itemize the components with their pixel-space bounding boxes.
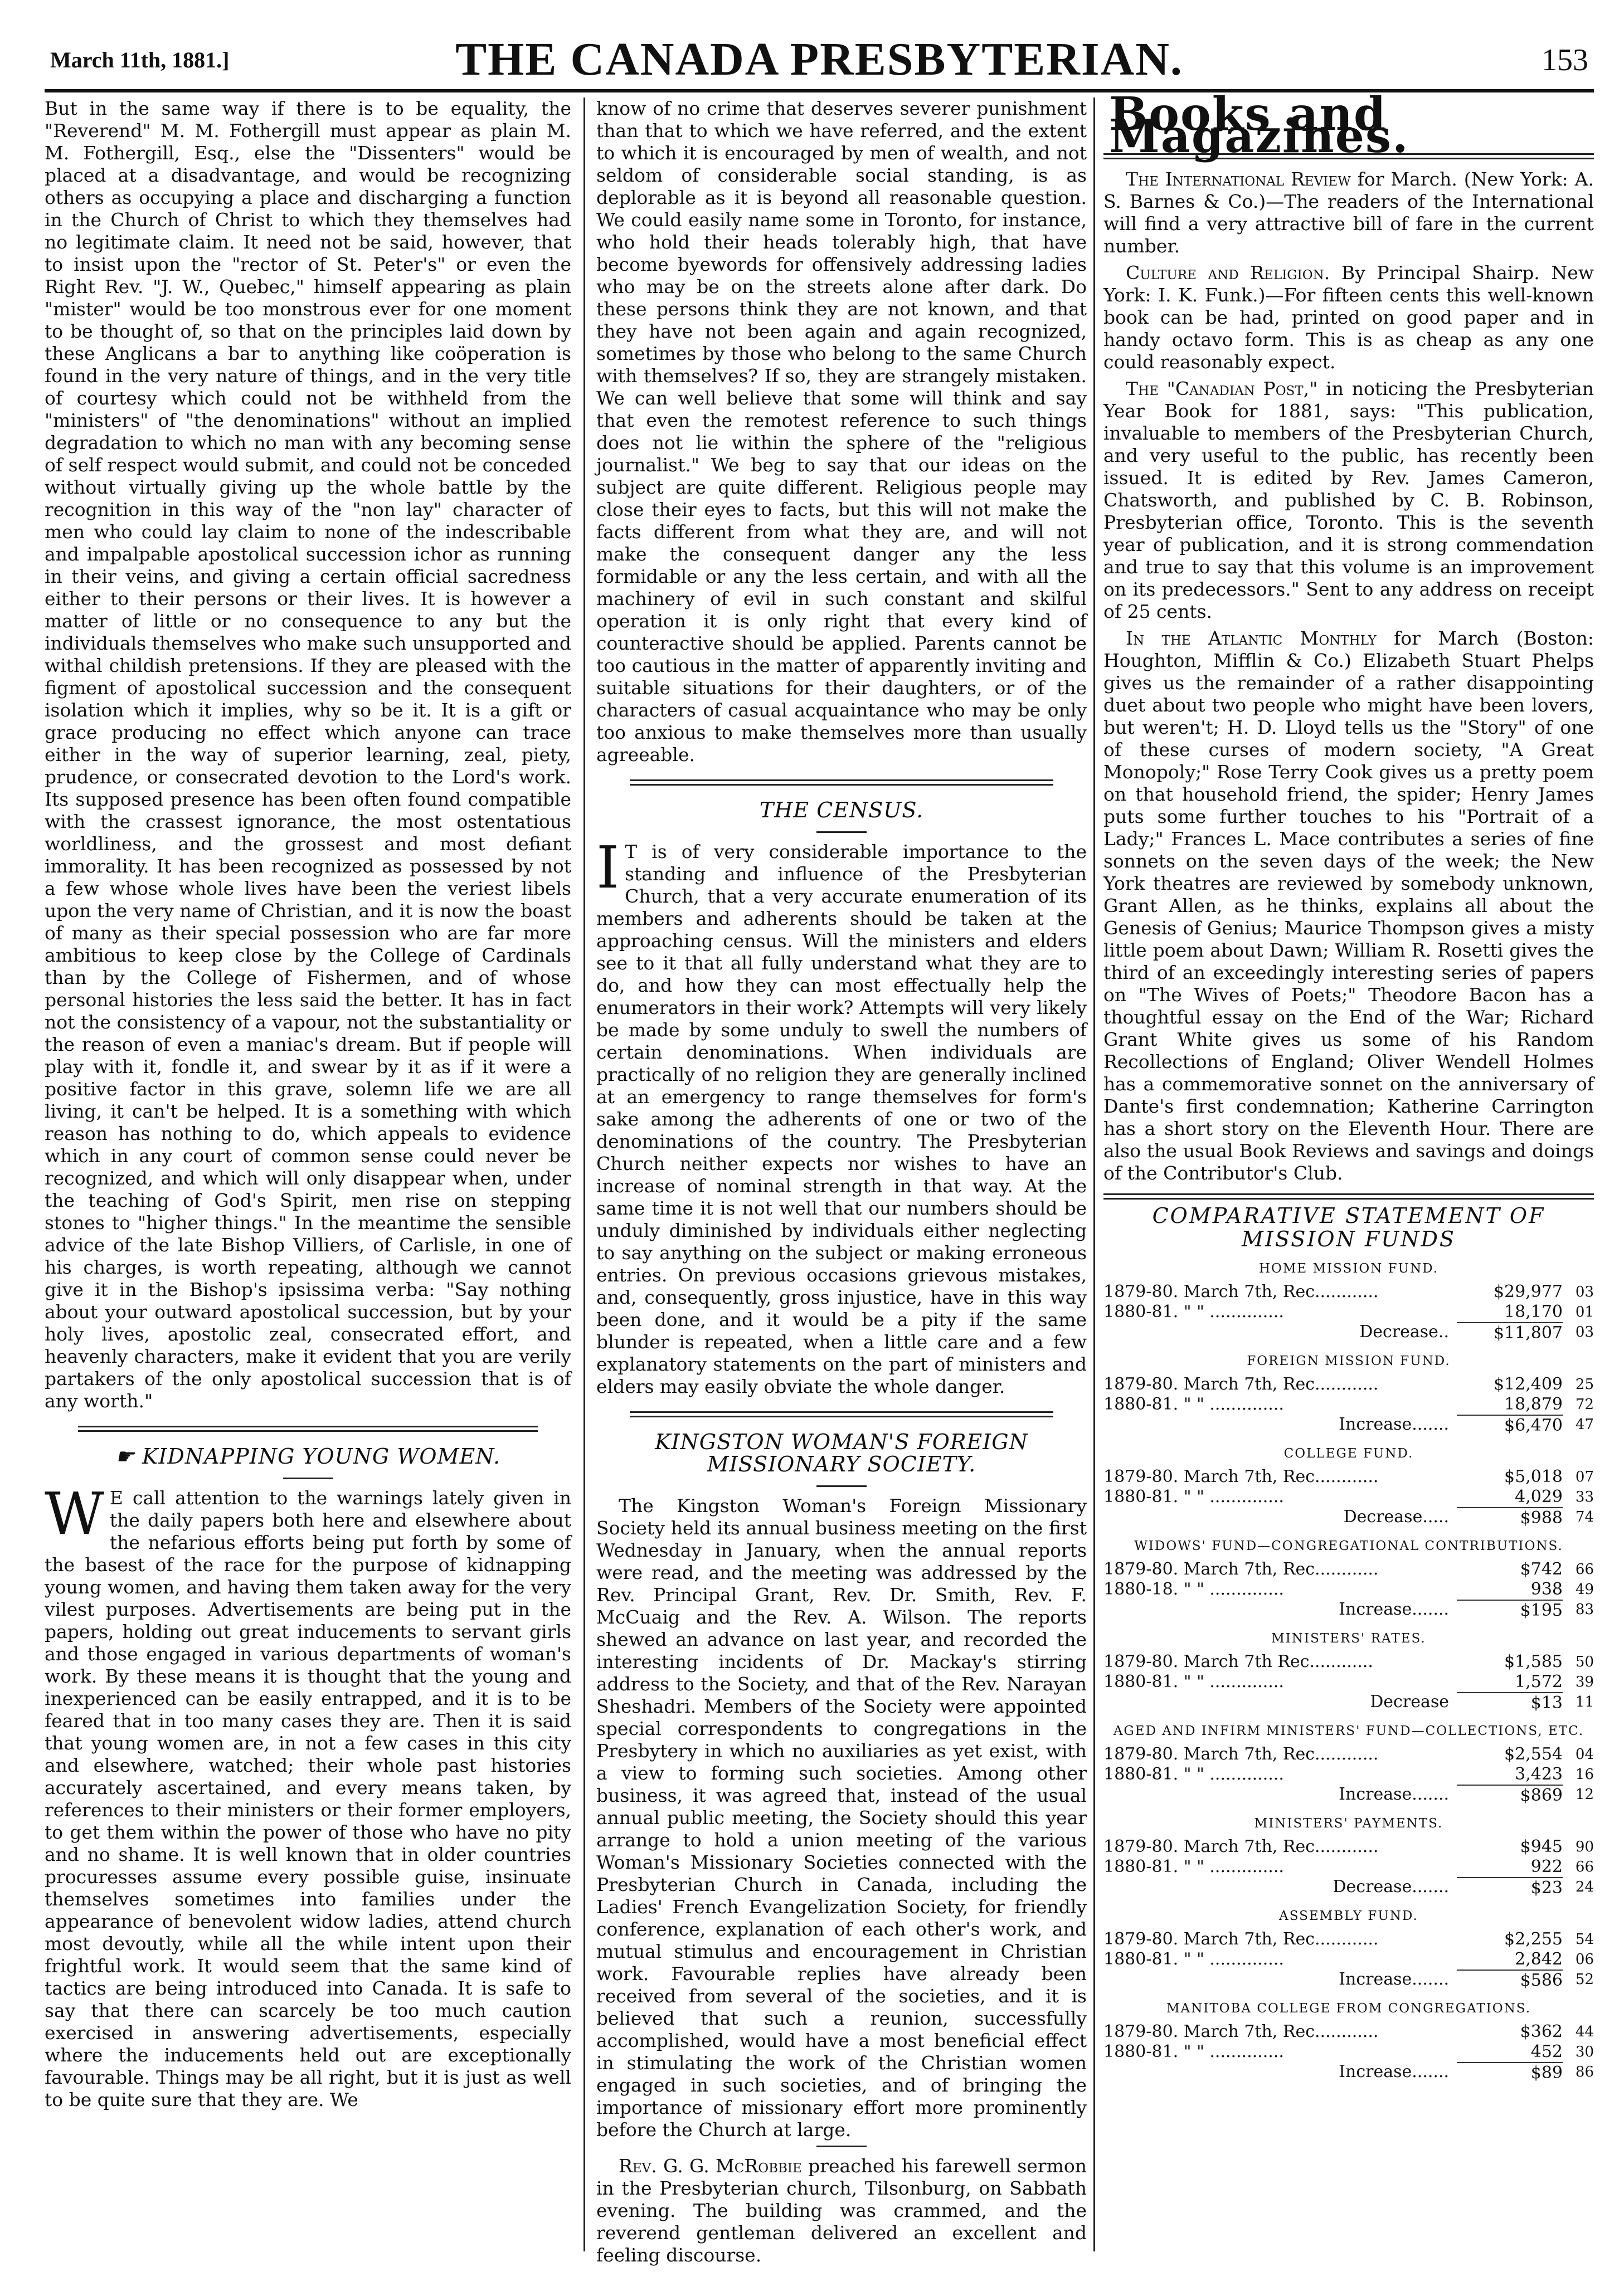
fund-total-row (1103, 1970, 1594, 1991)
page-number: 153 (1542, 43, 1588, 77)
row-amount: $89 (1457, 2062, 1563, 2083)
column-divider (584, 98, 585, 2251)
fund-row (1103, 1672, 1594, 1692)
review-paragraph (1103, 262, 1594, 373)
issue-date: March 11th, 1881.] (50, 47, 230, 72)
fund-row (1103, 1487, 1594, 1507)
fund-row (1103, 1374, 1594, 1395)
fund-row (1103, 1929, 1594, 1949)
review-lead: The "Canadian Post," (1126, 378, 1318, 399)
heading-rule (816, 831, 867, 833)
row-label: 1879-80. March 7th, Rec............ (1103, 1744, 1379, 1764)
row-cents: 49 (1575, 1581, 1594, 1598)
article-continuation: know of no crime that deserves severer punishment than that to which we have referred, and the extent to which it is encouraged by men of wealth, and not seldom of considerable social standing, is as deplorable as it is beyond all reasonable question. We could easily name some in Toronto, for instance, who hold their heads tolerably high, that have become byewords for offensively addressing ladies who may be on the streets alone after dark. Do these persons think they are not known, and that they have not been again and again recognized, sometimes by those who belong to the same Church with themselves? If so, they are strangely mistaken. We can well believe that some will think and say that even the remotest reference to such things does not lie within the sphere of the "religious journalist." We beg to say that our ideas on the subject are quite different. Religious people may close their eyes to facts, but this will not make the facts different from what they are, and will not make the consequent danger any the less formidable or any the less certain, and with all the machinery of evil in such constant and skilful operation it is only right that every kind of counteractive should be applied. Parents cannot be too cautious in the matter of apparently inviting and suitable situations for their daughters, or of the characters of casual acquaintance who may be only too anxious to make themselves more than usually agreeable. (596, 98, 1087, 766)
row-amount: 938 (1530, 1580, 1563, 1599)
fund-name: COLLEGE FUND. (1283, 1446, 1414, 1461)
row-amount: $988 (1457, 1507, 1563, 1528)
column-2 (596, 98, 1087, 2266)
section-divider (1103, 1193, 1594, 1200)
row-label: 1880-81. " " .............. (1103, 1487, 1284, 1507)
fund-row (1103, 1580, 1594, 1600)
heading-rule (283, 1478, 333, 1479)
fund-row (1103, 1764, 1594, 1785)
review-text: for March. (New York: A. S. Barnes & Co.)—The readers of the International will find a very attractive bill of fare in the current number. (1103, 168, 1594, 257)
fund-total-row (1103, 1877, 1594, 1898)
row-cents: 44 (1575, 2024, 1594, 2040)
heading-rule (816, 2146, 867, 2147)
row-label: 1880-18. " " .............. (1103, 1580, 1284, 1599)
row-amount: $2,554 (1504, 1744, 1563, 1764)
row-label: 1879-80. March 7th Rec............ (1103, 1652, 1373, 1671)
row-amount: $11,807 (1457, 1322, 1563, 1343)
row-cents: 25 (1575, 1376, 1594, 1393)
fund-row (1103, 1949, 1594, 1970)
row-label: 1880-81. " " .............. (1103, 1949, 1284, 1969)
row-label: Increase....... (1339, 2062, 1449, 2081)
row-amount: $5,018 (1504, 1467, 1563, 1486)
pointing-hand-icon: ☛ (115, 1444, 143, 1469)
fund-total-row (1103, 1785, 1594, 1806)
article-heading-census: THE CENSUS. (759, 798, 924, 822)
fund-name: MINISTERS' RATES. (1271, 1631, 1426, 1646)
row-cents: 54 (1575, 1931, 1594, 1948)
row-label: Increase....... (1339, 1785, 1449, 1804)
row-label: 1879-80. March 7th, Rec............ (1103, 1559, 1379, 1579)
fund-row (1103, 1395, 1594, 1415)
article-mcrobbie: Rev. G. G. McRobbie preached his farewell sermon in the Presbyterian church, Tilsonburg, on Sabbath evening. The building was crammed, and the reverend gentleman delivered an excellent and feeling discourse. (596, 2155, 1087, 2266)
fund-total-row (1103, 1415, 1594, 1436)
row-label: 1879-80. March 7th, Rec............ (1103, 1282, 1379, 1301)
fund-statement-table (1103, 1257, 1594, 2083)
fund-row (1103, 1652, 1594, 1672)
fund-name: AGED AND INFIRM MINISTERS' FUND—COLLECTIONS, ETC. (1113, 1724, 1584, 1738)
row-amount: $742 (1520, 1559, 1563, 1579)
row-amount: $29,977 (1493, 1282, 1563, 1301)
article-kidnapping-body: W E call attention to the warnings lately given in the daily papers both here and elsewhere about the nefarious efforts being put forth by some of the basest of the race for the purpose of kidnapping young women, and having them taken away for the very vilest purposes. Advertisements are being put in the papers, holding out great inducements to servant girls and those engaged in various departments of woman's work. By these means it is thought that the young and inexperienced can be easily entrapped, and it is to be feared that in too many cases they are. Then it is said that young women are, in not a few cases in this city and elsewhere, watched; their whole past histories accurately ascertained, and every means taken, by references to their ministers or their former employers, to get them within the power of those who have no pity and no shame. It is well known that in older countries procuresses assume every possible guise, insinuate themselves sometimes into families under the appearance of benevolent widow ladies, attend church most devoutly, while all the while intent upon their frightful work. It would seem that the same kind of tactics are being introduced into Canada. It is safe to say that there can scarcely be too much caution exercised in answering advertisements, especially where the inducements held out are exceptionally favourable. Things may be all right, but it is just as well to be quite sure that they are. We (45, 1480, 571, 2110)
row-label: Increase....... (1339, 1600, 1449, 1619)
fund-total-row (1103, 1322, 1594, 1343)
review-paragraph (1103, 627, 1594, 1184)
row-cents: 52 (1575, 1971, 1594, 1988)
row-cents: 04 (1575, 1746, 1594, 1763)
fund-row (1103, 1282, 1594, 1302)
row-amount: $6,470 (1457, 1415, 1563, 1436)
row-amount: $195 (1457, 1600, 1563, 1621)
review-lead: In the Atlantic Monthly (1126, 627, 1377, 649)
fund-total-row (1103, 1600, 1594, 1621)
row-cents: 03 (1575, 1284, 1594, 1300)
row-label: 1879-80. March 7th, Rec............ (1103, 1929, 1379, 1949)
row-cents: 07 (1575, 1469, 1594, 1485)
fund-row (1103, 2022, 1594, 2042)
fund-name: ASSEMBLY FUND. (1279, 1909, 1418, 1923)
row-cents: 30 (1575, 2044, 1594, 2060)
row-label: Increase....... (1339, 1970, 1449, 1989)
column-1 (45, 98, 571, 2251)
row-amount: 922 (1530, 1857, 1563, 1876)
row-label: Decrease....... (1333, 1877, 1449, 1897)
fund-name: HOME MISSION FUND. (1258, 1261, 1439, 1276)
row-amount: 18,170 (1504, 1302, 1563, 1322)
review-text: in noticing the Presbyterian Year Book for 1881, says: "This publication, invaluable to members of the Presbyterian Church, and very useful to the public, has recently been issued. It is edited by Rev. James Cameron, Chatsworth, and published by C. B. Robinson, Presbyterian office, Toronto. This is the seventh year of publication, and it is strong commendation and true to say that this volume is an improvement on its predecessors." Sent to any address on receipt of 25 cents. (1103, 378, 1594, 622)
row-label: 1879-80. March 7th, Rec............ (1103, 1837, 1379, 1856)
row-amount: $1,585 (1504, 1652, 1563, 1671)
row-label: 1880-81. " " .............. (1103, 1857, 1284, 1876)
drop-cap: I (596, 833, 620, 901)
section-divider (78, 1426, 538, 1432)
row-cents: 11 (1575, 1694, 1594, 1710)
row-label: 1880-81. " " .............. (1103, 2042, 1284, 2061)
review-text: for March (Boston: Houghton, Mifflin & Co.) Elizabeth Stuart Phelps gives us the remainder of a rather disappointing duet about two people who might have been lovers, but weren't; H. D. Lloyd tells us the "Story" of one of these curses of modern society, "A Great Monopoly;" Rose Terry Cook gives us a pretty poem on that household friend, the spider; Henry James puts some further touches to his "Portrait of a Lady;" Frances L. Mace contributes a series of fine sonnets on the seven days of the week; the New York theatres are reviewed by somebody unknown, Grant Allen, as he thinks, explains all about the Genesis of Genius; Maurice Thompson gives a misty little poem about Dawn; William R. Rosetti gives the third of an exceedingly interesting series of papers on "The Wives of Poets;" Theodore Bacon has a thoughtful essay on the End of the War; Richard Grant White gives us some of his Random Recollections of England; Oliver Wendell Holmes has a commemorative sonnet on the anniversary of Dante's first condemnation; Katherine Carrington has a short story on the Eleventh Hour. There are also the usual Book Reviews and savings and doings of the Contributor's Club. (1103, 627, 1594, 1184)
fund-name: WIDOWS' FUND—CONGREGATIONAL CONTRIBUTIONS. (1134, 1539, 1563, 1553)
article-heading-kidnapping: ☛ KIDNAPPING YOUNG WOMEN. (115, 1444, 501, 1469)
page-header (45, 22, 1594, 92)
row-amount: $13 (1457, 1692, 1563, 1713)
row-cents: 16 (1575, 1766, 1594, 1783)
row-cents: 01 (1575, 1304, 1594, 1320)
column-3 (1103, 87, 1594, 2251)
section-title-books: Books and Magazines. (1109, 87, 1409, 163)
heading-rule (816, 1485, 867, 1487)
fund-total-row (1103, 1692, 1594, 1713)
row-cents: 66 (1575, 1859, 1594, 1875)
row-amount: $945 (1520, 1837, 1563, 1856)
row-cents: 72 (1575, 1396, 1594, 1413)
article-paragraph: But in the same way if there is to be equality, the "Reverend" M. M. Fothergill must appear as plain M. M. Fothergill, Esq., else the "Dissenters" would be placed at a disadvantage, and would be recognizing others as occupying a place and discharging a function in the Church of Christ to which they themselves had no legitimate claim. It need not be said, however, that to insist upon the "rector of St. Peter's" or even the Right Rev. "J. W., Quebec," himself appearing as plain "mister" would be too monstrous ever for one moment to be thought of, so that on the principles laid down by these Anglicans a bar to anything like coöperation is found in the very nature of things, and in the very title of courtesy which could not be withheld from the "ministers" of "the denominations" without an implied degradation to which no man with any becoming sense of self respect would submit, and could not be conceded without virtually giving up the whole battle by the recognition in this way of the "non lay" character of men who could lay claim to none of the indescribable and impalpable apostolical succession ichor as running in their veins, and giving a certain official sacredness either to their persons or their lives. It is however a matter of little or no consequence to any but the individuals themselves who make such unsupported and withal childish pretensions. If they are pleased with the figment of apostolical succession and the consequent isolation which it implies, why so be it. It is a gift or grace producing no effect which anyone can trace either in the way of superior learning, zeal, piety, prudence, or consecrated devotion to the Lord's work. Its supposed presence has been often found compatible with the crassest ignorance, the most ostentatious worldliness, and the grossest and most defiant immorality. It has been recognized as possessed by not a few whose whole lives have been the veriest libels upon the very name of Christian, and it is now the boast of many as their special possession who are far more ambitious to keep close by the College of Cardinals than by the College of Fishermen, and of whose personal histories the less said the better. It has in fact not the consistency of a vapour, not the substantiality or the reason of even a maniac's dream. But if people will play with it, fondle it, and swear by it as if it were a positive factor in this grave, solemn life we are all living, it can't be helped. It is a something with which reason has nothing to do, which appeals to evidence which in any court of common sense could never be recognized, and which will only disappear when, under the teaching of God's Spirit, men rise on stepping stones to "higher things." In the meantime the sensible advice of the late Bishop Villiers, of Carlisle, in one of his charges, is worth repeating, although we cannot give it in the Bishop's ipsissima verba: "Say nothing about your outward apostolical succession, but by your holy lives, apostolic zeal, consecrated effort, and heavenly characters, make it evident that you are verily partakers of the only apostolical succession that is of any worth." (45, 98, 571, 1412)
article-census-body: I T is of very considerable importance to the standing and influence of the Presbyterian Church, that a very accurate enumeration of its members and adherents should be taken at the approaching census. Will the ministers and elders see to it that all fully understand what they are to do, and how they can most effectually help the enumerators in their work? Attempts will very likely be made by some unduly to swell the numbers of certain denominations. When individuals are practically of no religion they are generally inclined at an emergency to range themselves for form's sake among the adherents of one or two of the denominations of the country. The Presbyterian Church neither expects nor wishes to have an increase of nominal strength in that way. At the same time it is not well that our numbers should be unduly diminished by individuals either neglecting to say anything on the subject or making erroneous entries. On previous occasions grievous mistakes, and, consequently, gross injustice, have in this way been done, and it would be a pity if the same blunder is repeated, when a little care and a few explanatory statements on the part of ministers and elders may easily obviate the whole danger. (596, 833, 1087, 1397)
row-label: 1879-80. March 7th, Rec............ (1103, 1467, 1379, 1486)
row-label: 1879-80. March 7th, Rec............ (1103, 2022, 1379, 2041)
row-amount: 3,423 (1515, 1764, 1563, 1784)
row-amount: 2,842 (1515, 1949, 1563, 1969)
drop-cap: W (45, 1480, 104, 1548)
statement-title: COMPARATIVE STATEMENT OF MISSION FUNDS (1152, 1203, 1545, 1251)
article-kingston-body: The Kingston Woman's Foreign Missionary Society held its annual business meeting on the first Wednesday in January, when the annual reports were read, and the meeting was addressed by the Rev. Principal Grant, Rev. Dr. Smith, Rev. F. McCuaig and the Rev. A. Wilson. The reports shewed an advance on last year, and recorded the interesting incidents of Dr. Mackay's stirring address to the Society, and that of the Rev. Narayan Sheshadri. Members of the Society were appointed special correspondents to congregations in the Presbytery in which no auxiliaries as yet exist, with a view to forming such societies. Among other business, it was agreed that, instead of the usual annual public meeting, the Society should this year arrange to hold a union meeting of the various Woman's Missionary Societies connected with the Presbyterian Church in Canada, including the Ladies' French Evangelization Society, for friendly conference, explanation of each other's work, and mutual stimulus and encouragement in Christian work. Favourable replies have already been received from several of the societies, and it is believed that such a reunion, successfully accomplished, would have a most beneficial effect in stimulating the work of the Christian women engaged in such societies, and of bringing the importance of missionary effort more prominently before the Church at large. (596, 1495, 1087, 2141)
row-label: 1880-81. " " .............. (1103, 1672, 1284, 1691)
fund-row (1103, 1837, 1594, 1857)
row-cents: 47 (1575, 1416, 1594, 1433)
fund-name: MINISTERS' PAYMENTS. (1254, 1816, 1443, 1831)
row-cents: 33 (1575, 1489, 1594, 1505)
newspaper-title: THE CANADA PRESBYTERIAN. (455, 33, 1183, 85)
row-cents: 50 (1575, 1654, 1594, 1670)
review-lead: The International Review (1126, 168, 1351, 190)
row-cents: 39 (1575, 1674, 1594, 1690)
row-cents: 24 (1575, 1879, 1594, 1895)
review-text: By Principal Shairp. New York: I. K. Funk.)—For fifteen cents this well-known book can be had, printed on good paper and in handy octavo form. This is as cheap as any one could reasonably expect. (1103, 262, 1594, 373)
person-name: Rev. G. G. McRobbie (619, 2155, 802, 2177)
fund-total-row (1103, 1507, 1594, 1528)
fund-row (1103, 1302, 1594, 1322)
column-divider (1093, 98, 1095, 2251)
row-amount: 1,572 (1515, 1672, 1563, 1691)
row-cents: 86 (1575, 2064, 1594, 2080)
row-amount: $869 (1457, 1785, 1563, 1806)
row-label: Decrease..... (1343, 1507, 1449, 1527)
row-amount: $23 (1457, 1877, 1563, 1898)
row-cents: 06 (1575, 1951, 1594, 1968)
fund-row (1103, 1857, 1594, 1877)
row-label: Increase....... (1339, 1415, 1449, 1434)
fund-row (1103, 1744, 1594, 1764)
row-cents: 12 (1575, 1786, 1594, 1803)
row-amount: 4,029 (1515, 1487, 1563, 1507)
row-amount: 452 (1530, 2042, 1563, 2061)
row-amount: 18,879 (1504, 1395, 1563, 1414)
review-list (1103, 168, 1594, 1184)
fund-row (1103, 1559, 1594, 1580)
fund-name: FOREIGN MISSION FUND. (1247, 1354, 1451, 1368)
fund-row (1103, 2042, 1594, 2062)
row-cents: 03 (1575, 1324, 1594, 1340)
row-label: 1880-81. " " .............. (1103, 1764, 1284, 1784)
row-cents: 66 (1575, 1561, 1594, 1578)
review-paragraph (1103, 168, 1594, 257)
row-label: Decrease (1370, 1692, 1449, 1712)
section-divider (630, 1411, 1053, 1417)
fund-row (1103, 1467, 1594, 1487)
row-cents: 74 (1575, 1509, 1594, 1525)
row-label: Decrease.. (1359, 1322, 1449, 1342)
row-label: 1880-81. " " .............. (1103, 1395, 1284, 1414)
fund-name: MANITOBA COLLEGE FROM CONGREGATIONS. (1166, 2001, 1531, 2016)
row-amount: $362 (1520, 2022, 1563, 2041)
review-paragraph (1103, 378, 1594, 623)
row-label: 1880-81. " " .............. (1103, 1302, 1284, 1322)
row-amount: $586 (1457, 1970, 1563, 1991)
row-label: 1879-80. March 7th, Rec............ (1103, 1374, 1379, 1394)
article-heading-kingston: KINGSTON WOMAN'S FOREIGN MISSIONARY SOCIETY. (655, 1430, 1028, 1476)
row-amount: $2,255 (1504, 1929, 1563, 1949)
row-cents: 90 (1575, 1839, 1594, 1855)
row-cents: 83 (1575, 1601, 1594, 1618)
fund-total-row (1103, 2062, 1594, 2083)
review-lead: Culture and Religion. (1126, 262, 1330, 284)
section-divider (630, 779, 1053, 786)
row-amount: $12,409 (1493, 1374, 1563, 1394)
